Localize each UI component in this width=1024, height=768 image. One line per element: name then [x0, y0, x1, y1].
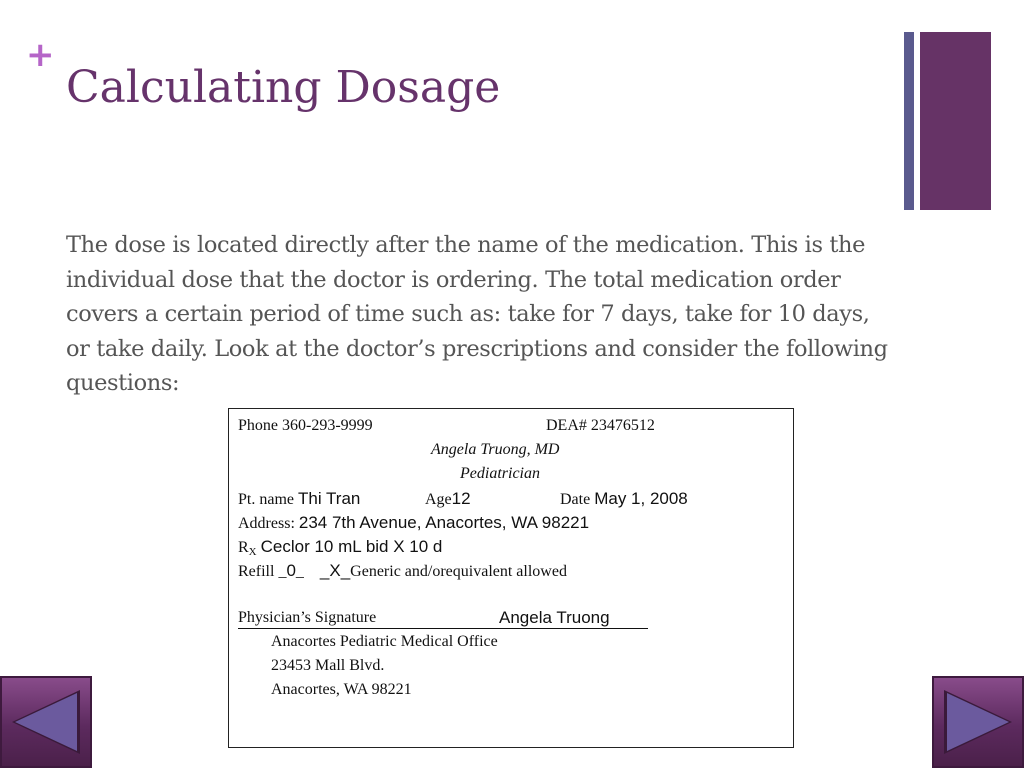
generic-label: Generic and/orequivalent allowed: [350, 563, 567, 580]
signature-value: Angela Truong: [499, 608, 610, 627]
date-field: [560, 489, 688, 509]
rx-field: [238, 537, 442, 558]
triangle-right-icon: [932, 676, 1024, 768]
age-value: 12: [451, 489, 471, 508]
generic-mark: _X_: [319, 561, 351, 580]
triangle-left-icon: [0, 676, 92, 768]
age-field: [425, 489, 471, 509]
dea-number: DEA# 23476512: [546, 417, 655, 434]
address-label: Address:: [238, 515, 295, 532]
rx-subscript: X: [248, 546, 257, 558]
rx-value: Ceclor 10 mL bid X 10 d: [260, 537, 443, 556]
office-street: 23453 Mall Blvd.: [271, 657, 385, 674]
date-value: May 1, 2008: [594, 489, 688, 508]
doctor-specialty: Pediatrician: [460, 465, 540, 482]
signature-label: Physician’s Signature: [238, 609, 377, 626]
doctor-name: Angela Truong, MD: [431, 441, 560, 458]
next-slide-button[interactable]: [932, 676, 1024, 768]
patient-label: Pt. name: [238, 491, 294, 508]
previous-slide-button[interactable]: [0, 676, 92, 768]
refill-field: [238, 561, 567, 581]
address-value: 234 7th Avenue, Anacortes, WA 98221: [298, 513, 590, 532]
prescription-form: [228, 408, 794, 748]
refill-label: Refill _: [238, 563, 287, 580]
office-city: Anacortes, WA 98221: [271, 681, 412, 698]
phone-number: Phone 360-293-9999: [238, 417, 373, 434]
slide-title: Calculating Dosage: [66, 62, 501, 113]
patient-name: Thi Tran: [298, 489, 361, 508]
rx-label: R: [238, 539, 249, 556]
decorative-bar-thick: [920, 32, 991, 210]
address-field: [238, 513, 589, 533]
refill-value: 0: [286, 561, 296, 580]
body-paragraph: The dose is located directly after the name of the medication. This is the individual dose that the doctor is ordering. The total medication order covers a certain period of time such as: take for 7 days, take for 10 days, or take daily. Look at the doctor’s prescriptions and consider the following questions:: [66, 232, 888, 396]
date-label: Date: [560, 491, 591, 508]
decorative-bar-thin: [904, 32, 914, 210]
plus-icon: +: [26, 35, 55, 75]
refill-blank: _: [295, 563, 304, 580]
signature-line: [238, 628, 648, 629]
office-name: Anacortes Pediatric Medical Office: [271, 633, 498, 650]
age-label: Age: [425, 491, 452, 508]
patient-field: [238, 489, 360, 509]
